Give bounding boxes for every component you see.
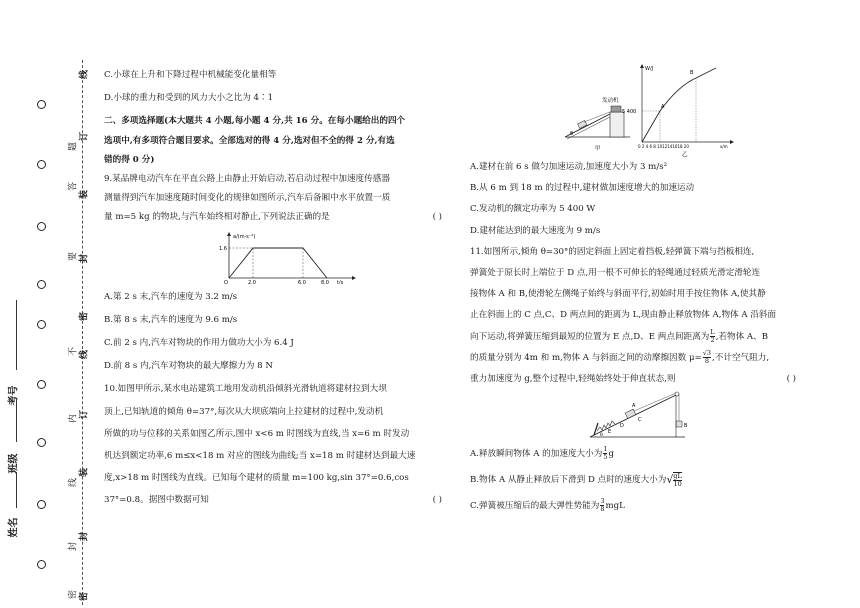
question-11-stem-line4: 止在斜面上的 C 点,C、D 两点间的距离为 L,现由静止释放物体 A,物体 A 沿斜面 bbox=[470, 310, 777, 321]
point-a: A bbox=[661, 104, 665, 110]
work-curve bbox=[660, 78, 696, 111]
x-tick: 6.0 bbox=[298, 279, 306, 284]
exam-no-line bbox=[16, 300, 17, 370]
angle-theta: θ bbox=[600, 433, 603, 439]
margin-char: 线 bbox=[79, 350, 90, 360]
motor bbox=[611, 106, 621, 112]
question-11-stem-line7: 重力加速度为 g,整个过程中,轻绳始终处于伸直状态,则 ( ) bbox=[470, 370, 820, 389]
option-9b: B.第 8 s 末,汽车的速度为 9.6 m/s bbox=[104, 314, 238, 325]
margin-char: 密 bbox=[79, 312, 90, 322]
margin-char: 不 bbox=[68, 347, 79, 357]
option-10c: C.发动机的额定功率为 5 400 W bbox=[470, 204, 596, 215]
margin-char: 内 bbox=[68, 414, 79, 424]
question-11-stem-line5: 向下运动,将弹簧压缩到最短的位置为 E 点,D、E 两点间距离为 $\frac{L}{2}$ ,若物体 A、B bbox=[470, 327, 769, 344]
binding-hole bbox=[37, 500, 46, 509]
accel-time-graph bbox=[104, 230, 444, 284]
question-9-stem-line2: 测量得到汽车加速度随时间变化的规律如图所示,汽车后备厢中水平放置一质 bbox=[104, 193, 391, 204]
figure-10-yi bbox=[622, 64, 734, 158]
block-a bbox=[625, 409, 636, 418]
binding-hole bbox=[37, 380, 46, 389]
class-line bbox=[16, 400, 17, 442]
origin-label: O bbox=[224, 279, 228, 284]
point-a: A bbox=[632, 403, 636, 410]
accel-curve bbox=[229, 248, 327, 278]
answer-paren: ( ) bbox=[786, 374, 796, 385]
point-d: D bbox=[620, 423, 624, 430]
question-10-stem-line3: 所做的功与位移的关系如图乙所示,图中 x<6 m 时图线为直线,当 x=6 m 时发动 bbox=[104, 428, 410, 439]
x-ticks: 0 2 4 6 8 1012141618 20 bbox=[638, 144, 689, 149]
x-arrow bbox=[352, 276, 356, 280]
option-11a: A.释放瞬间物体 A 的加速度大小为 $\frac{1}{5}$ g bbox=[470, 445, 614, 462]
question-11-stem: 11.如图所示,倾角 θ=30°的固定斜面上固定着挡板,轻弹簧下端与挡板相连, bbox=[470, 246, 755, 257]
question-11-stem-line3: 接物体 A 和 B,使滑轮左侧绳子始终与斜面平行,初始时用手按住物体 A,使其静 bbox=[470, 289, 766, 300]
option-9a: A.第 2 s 末,汽车的速度为 3.2 m/s bbox=[104, 291, 238, 302]
name-line bbox=[16, 472, 17, 508]
binding-hole bbox=[37, 100, 46, 109]
figure-10-jia bbox=[565, 96, 630, 152]
dam bbox=[610, 112, 624, 137]
right-column bbox=[470, 62, 820, 516]
point-e: E bbox=[608, 429, 612, 436]
left-column bbox=[104, 66, 444, 511]
answer-paren: ( ) bbox=[432, 212, 442, 223]
fraction-l-half: $\frac{L}{2}$ bbox=[710, 327, 715, 344]
pulley bbox=[675, 392, 679, 396]
x-axis-label: t/s bbox=[337, 279, 344, 284]
exam-no-label: 考号 bbox=[8, 385, 20, 406]
option-11b: B.物体 A 从静止释放后下滑到 D 点时的速度大小为√ $\frac{gL}{10}$ bbox=[470, 472, 682, 489]
y-tick: 5 400 bbox=[622, 109, 637, 115]
option-11c: C.弹簧被压缩后的最大弹性势能为 $\frac{3}{8}$ mgL bbox=[470, 496, 625, 513]
y-axis-label: W/J bbox=[645, 66, 654, 72]
margin-char: 线 bbox=[68, 478, 79, 488]
caption-yi: 乙 bbox=[682, 152, 688, 158]
margin-char: 答 bbox=[68, 182, 79, 192]
motor-label: 发动机 bbox=[602, 98, 619, 104]
option-10d: D.建材能达到的最大速度为 9 m/s bbox=[470, 225, 601, 236]
margin-char: 密 bbox=[68, 590, 79, 600]
margin-char: 封 bbox=[68, 542, 79, 552]
y-axis-label: a/(m·s⁻²) bbox=[233, 233, 256, 240]
fraction-three-eighths: $\frac{3}{8}$ bbox=[600, 496, 605, 513]
fraction-mu: $\frac{√3}{8}$ bbox=[702, 348, 712, 365]
margin-char: 密 bbox=[79, 592, 90, 602]
binding-hole bbox=[37, 160, 46, 169]
name-label: 姓名 bbox=[8, 517, 20, 538]
margin-char: 装 bbox=[79, 190, 90, 200]
question-10-stem-line6: 37°=0.8。据图中数据可知 ( ) bbox=[104, 491, 444, 510]
margin-char: 线 bbox=[79, 70, 90, 80]
block-b bbox=[676, 421, 682, 427]
option-8d: D.小球的重力和受到的风力大小之比为 4∶1 bbox=[104, 93, 274, 104]
margin-char: 封 bbox=[79, 532, 90, 542]
point-b: B bbox=[690, 70, 694, 76]
binding-hole bbox=[37, 320, 46, 329]
margin-char: 订 bbox=[79, 410, 90, 420]
point-c: C bbox=[638, 417, 642, 424]
sqrt-sign: √ bbox=[666, 473, 674, 487]
margin-char: 封 bbox=[79, 254, 90, 264]
y-arrow bbox=[227, 232, 231, 236]
y-tick: 1.6 bbox=[219, 245, 227, 252]
binding-hole bbox=[37, 560, 46, 569]
figure-10 bbox=[470, 62, 820, 158]
point-b: B bbox=[684, 423, 688, 430]
answer-paren: ( ) bbox=[432, 495, 442, 506]
figure-11 bbox=[470, 391, 820, 443]
section-2-heading-line2: 选项中,有多项符合题目要求。全部选对的得 4 分,选对但不全的得 2 分,有选 bbox=[104, 135, 395, 146]
question-11-stem-line6: 的质量分别为 4m 和 m,物体 A 与斜面之间的动摩擦因数 μ= $\frac{√3}{8}$ ,不计空气阻力, bbox=[470, 348, 770, 365]
x-axis-label: x/m bbox=[720, 144, 728, 149]
option-10a: A.建材在前 6 s 做匀加速运动,加速度大小为 3 m/s² bbox=[470, 162, 668, 172]
work-line bbox=[642, 111, 660, 142]
question-9-stem-line3: 量 m=5 kg 的物块,与汽车始终相对静止,下列说法正确的是 ( ) bbox=[104, 208, 444, 227]
question-9-stem: 9.某品牌电动汽车在平直公路上由静止开始启动,若启动过程中加速度传感器 bbox=[104, 174, 390, 185]
option-10b: B.从 6 m 到 18 m 的过程中,建材做加速度增大的加速运动 bbox=[470, 183, 695, 194]
margin-char: 要 bbox=[68, 252, 79, 262]
binding-hole bbox=[37, 438, 46, 447]
option-9c: C.前 2 s 内,汽车对物块的作用力做功大小为 6.4 J bbox=[104, 338, 294, 349]
fraction-gl-10: $\frac{gL}{10}$ bbox=[673, 472, 682, 489]
margin-char: 题 bbox=[68, 142, 79, 152]
option-9d: D.前 8 s 内,汽车对物块的最大摩擦力为 8 N bbox=[104, 361, 273, 372]
question-10-stem-line4: 机达到额定功率,6 m≤x<18 m 对应的图线为曲线;当 x=18 m 时建材达到最大速 bbox=[104, 451, 416, 462]
caption-jia: 甲 bbox=[595, 146, 601, 152]
class-label: 班级 bbox=[8, 453, 20, 474]
x-tick: 8.0 bbox=[321, 279, 329, 284]
rope bbox=[634, 393, 676, 411]
section-2-heading: 二、多项选择题(本大题共 4 小题,每小题 4 分,共 16 分。在每小题给出的四个 bbox=[104, 116, 406, 127]
binding-hole bbox=[37, 280, 46, 289]
binding-hole bbox=[37, 222, 46, 231]
margin-char: 装 bbox=[79, 468, 90, 478]
svg-text:θ: θ bbox=[570, 131, 574, 137]
section-2-heading-line3: 错的得 0 分) bbox=[104, 154, 155, 165]
x-tick: 2.0 bbox=[248, 279, 256, 284]
question-10-stem-line2: 顶上,已知轨道的倾角 θ=37°,每次从大坝底端向上拉建材的过程中,发动机 bbox=[104, 406, 384, 417]
margin-char: 订 bbox=[79, 132, 90, 142]
fraction-one-fifth: $\frac{1}{5}$ bbox=[603, 445, 608, 462]
question-10-stem-line5: 度,x>18 m 时图线为直线。已知每个建材的质量 m=100 kg,sin 37°=0.6,cos bbox=[104, 473, 409, 484]
question-11-stem-line2: 弹簧处于原长时上端位于 D 点,用一根不可伸长的轻绳通过轻质光滑定滑轮连 bbox=[470, 268, 761, 279]
option-8c: C.小球在上升和下降过程中机械能变化量相等 bbox=[104, 70, 277, 80]
binding-margin bbox=[0, 0, 95, 608]
question-10-stem: 10.如图甲所示,某水电站建筑工地用发动机沿倾斜光滑轨道将建材拉到大坝 bbox=[104, 384, 387, 395]
